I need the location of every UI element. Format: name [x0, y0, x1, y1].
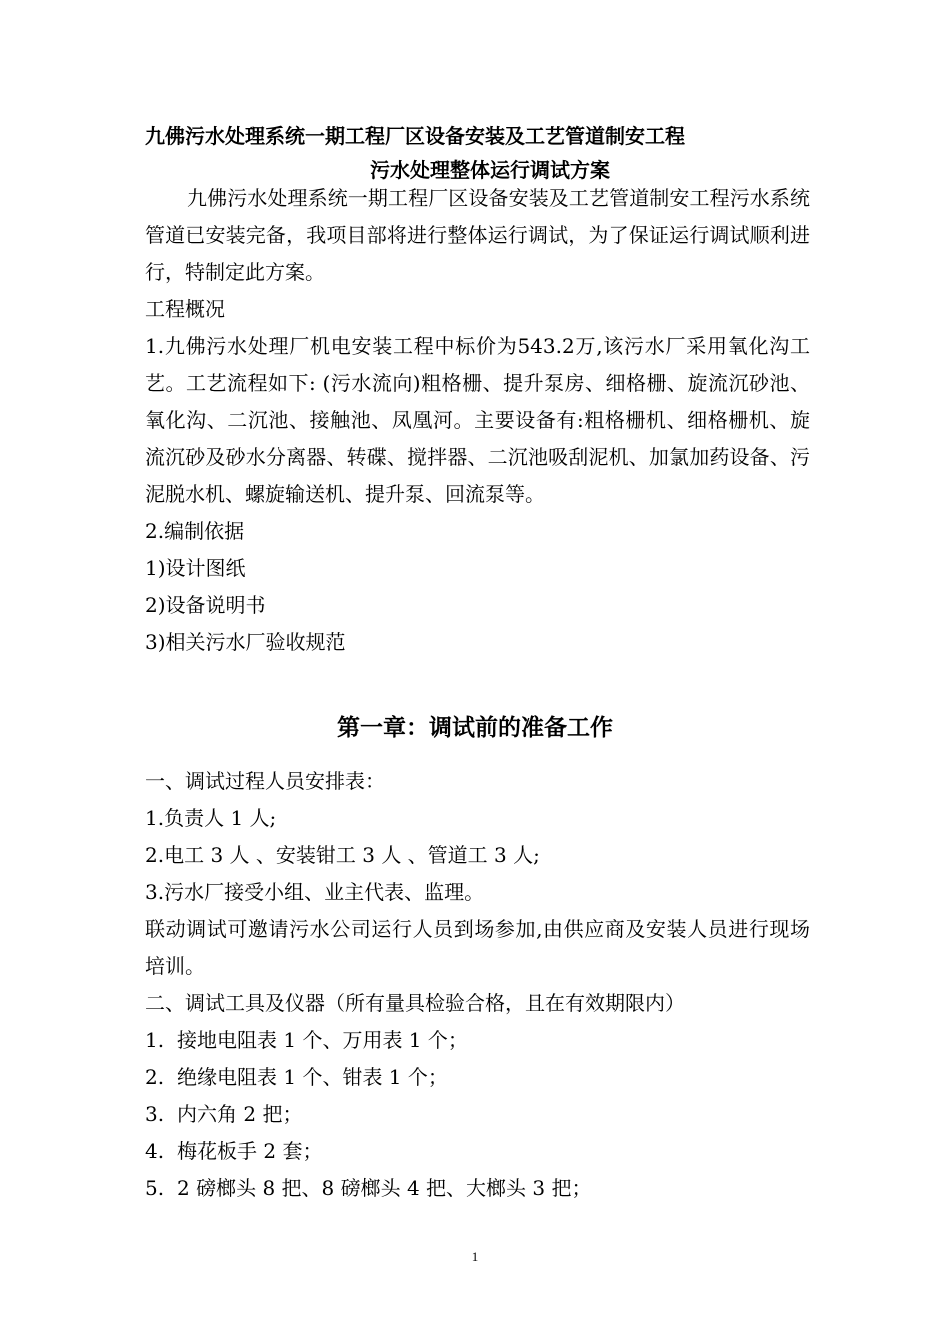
- tools-heading: 二、调试工具及仪器（所有量具检验合格，且在有效期限内）: [145, 991, 685, 1015]
- tools-item-text: 内六角 2 把；: [177, 1102, 303, 1126]
- staff-item: 2.电工 3 人 、安装钳工 3 人 、管道工 3 人;: [145, 843, 540, 867]
- tools-item: [145, 1096, 302, 1133]
- staff-heading: 一、调试过程人员安排表：: [145, 769, 385, 793]
- document-title: 九佛污水处理系统一期工程厂区设备安装及工艺管道制安工程: [145, 124, 685, 148]
- tools-item-number: 5.: [145, 1176, 165, 1200]
- training-note: 联动调试可邀请污水公司运行人员到场参加,由供应商及安装人员进行现场培训。: [145, 917, 810, 978]
- tools-item-text: 接地电阻表 1 个、万用表 1 个；: [177, 1028, 468, 1052]
- tools-item: [145, 1170, 591, 1207]
- tools-item-number: 2.: [145, 1065, 165, 1089]
- tools-item: [145, 1059, 448, 1096]
- basis-heading: 2.编制依据: [145, 519, 245, 543]
- chapter-title: 第一章：调试前的准备工作: [337, 714, 613, 741]
- staff-item: 1.负责人 1 人;: [145, 806, 277, 830]
- staff-item: 3.污水厂接受小组、业主代表、监理。: [145, 880, 485, 904]
- page-number: 1: [471, 1249, 479, 1264]
- basis-item: 1)设计图纸: [145, 556, 246, 580]
- tools-item: [145, 1022, 468, 1059]
- basis-item: 2)设备说明书: [145, 593, 266, 617]
- overview-heading: 工程概况: [145, 297, 225, 321]
- tools-item-text: 梅花板手 2 套；: [177, 1139, 323, 1163]
- tools-item-text: 绝缘电阻表 1 个、钳表 1 个；: [177, 1065, 448, 1089]
- tools-item-number: 3.: [145, 1102, 165, 1126]
- tools-item-number: 4.: [145, 1139, 165, 1163]
- basis-item: 3)相关污水厂验收规范: [145, 630, 346, 654]
- intro-paragraph: 九佛污水处理系统一期工程厂区设备安装及工艺管道制安工程污水系统管道已安装完备，我项目部将进行整体运行调试，为了保证运行调试顺利进行，特制定此方案。: [145, 186, 810, 284]
- overview-paragraph: 1.九佛污水处理厂机电安装工程中标价为543.2万,该污水厂采用氧化沟工艺。工艺流程如下: (污水流向)粗格栅、提升泵房、细格栅、旋流沉砂池、氧化沟、二沉池、接触池、凤凰河。主要设备有:粗格栅机、细格栅机、旋流沉砂及砂水分离器、转碟、搅拌器、二沉池吸刮泥机、加氯加药设备、污泥脱水机、螺旋输送机、提升泵、回流泵等。: [145, 334, 810, 506]
- tools-item-text: 2 磅榔头 8 把、8 磅榔头 4 把、大榔头 3 把；: [177, 1176, 592, 1200]
- document-subtitle: 污水处理整体运行调试方案: [370, 158, 610, 182]
- tools-item: [145, 1133, 322, 1170]
- tools-item-number: 1.: [145, 1028, 165, 1052]
